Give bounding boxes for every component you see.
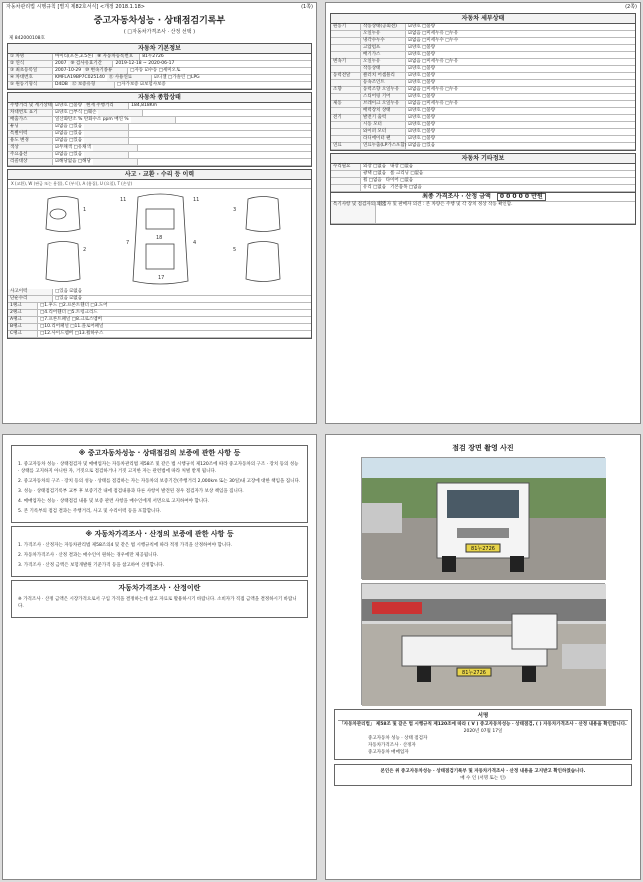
document-title: 중고자동차성능 · 상태점검기록부 <box>93 16 226 26</box>
basic-info-heading: 자동차 기본정보 <box>8 44 311 54</box>
basic-cell: 2007-10-29 <box>55 68 82 73</box>
basic-cell: ⑨ 검사유효기간 <box>68 61 113 67</box>
accident-grade-value: □10.리어패널 □11.플로어패널 <box>40 324 104 329</box>
etc-item: 내장 □없음 <box>390 164 414 169</box>
overall-cell <box>129 152 133 158</box>
svg-text:7: 7 <box>126 240 130 246</box>
overall-cell: ☑없음 □있음 <box>55 138 83 143</box>
warranty-item: 3. 성능 · 상태점검기록부 교부 후 보증기간 내에 점검내용과 다른 사항이 발견된 경우 점검자가 보상 책임을 집니다. <box>18 489 244 494</box>
overall-cell: 특별이력 <box>8 131 53 137</box>
detail-row <box>331 122 635 129</box>
buyer-confirm-text: 본인은 위 중고자동차성능 · 상태점검기록부 및 자동차가격조사 · 산정 내용을 고지받고 확인하였습니다. <box>380 769 586 774</box>
overall-row <box>8 138 311 145</box>
overall-cell <box>93 159 138 165</box>
document-subtitle: ( □자동차가격조사 · 산정 선택 ) <box>123 29 196 35</box>
overall-row <box>8 145 311 152</box>
basic-cell: ⑪ 사용연료 <box>107 75 152 81</box>
detail-category: 제동 <box>331 101 361 107</box>
detail-row <box>331 94 635 101</box>
detail-item: 라디에이터 팬 <box>361 136 406 142</box>
etc-row <box>331 178 635 185</box>
accident-grade-label: B랭크 <box>8 324 38 330</box>
photo-heading: 점검 장면 촬영 사진 <box>452 444 514 452</box>
basic-cell: ☑디젤 □가솔린 □LPG <box>153 75 200 80</box>
detail-status-section <box>330 13 636 151</box>
overall-row <box>8 124 311 131</box>
detail-row <box>331 129 635 136</box>
page-number: (2쪽) <box>625 4 637 10</box>
warranty-box <box>11 445 308 523</box>
overall-row <box>8 110 311 117</box>
detail-category <box>331 129 361 135</box>
accident-summary-row <box>8 296 311 303</box>
detail-category: 연료 <box>331 143 361 149</box>
basic-cell: 마이티(포톤,3.5톤) <box>55 54 94 59</box>
detail-category: 변속기 <box>331 59 361 65</box>
vehicle-diagram <box>8 189 313 289</box>
basic-row <box>8 82 311 89</box>
basic-cell: ② 연식 <box>8 61 53 67</box>
overall-cell <box>138 159 142 165</box>
detail-item: 시동 모터 <box>361 122 406 128</box>
accident-summary-label: 단순수리 <box>8 296 53 302</box>
detail-status: ☑없음 □미세누수 □누수 <box>408 38 459 43</box>
detail-item: 와이퍼 모터 <box>361 129 406 135</box>
overall-cell: ☑없음 □있음 <box>55 124 83 129</box>
page-3 <box>2 434 317 880</box>
accident-summary-label: 사고이력 <box>8 289 53 295</box>
accident-grade-row <box>8 324 311 331</box>
detail-status: ☑없음 □미세누유 □누유 <box>408 31 459 36</box>
detail-row <box>331 66 635 73</box>
detail-item: 연료누출(LP가스포함) <box>363 143 407 148</box>
detail-category <box>331 66 361 72</box>
etc-category <box>331 178 361 184</box>
svg-text:11: 11 <box>193 197 200 203</box>
basic-cell: □자동 ☑수동 □세미오토 <box>130 68 181 73</box>
detail-category: 전기 <box>331 115 361 121</box>
opinion-label: 특기사항 및 점검자의 의견 <box>331 202 376 223</box>
accident-grade-label: C랭크 <box>8 331 38 337</box>
accident-grade-label: 1랭크 <box>8 303 38 309</box>
page-2 <box>325 2 641 424</box>
opinion-text: 점검자 및 판매자 의견 : 본 차량은 주행 및 각 장치 정상 작동 확인함. <box>378 202 513 207</box>
overall-cell: 184,818Km <box>131 103 158 108</box>
detail-item: 냉각수누수 <box>361 38 406 44</box>
detail-row <box>331 24 635 31</box>
svg-text:1: 1 <box>83 207 87 213</box>
overall-cell: 주행거리 및 계기상태 <box>10 103 52 108</box>
overall-cell: ☑양호 □불량 <box>55 103 83 108</box>
accident-grade-value: □1.후드 □2.프론트휀더 □3.도어 <box>40 303 108 308</box>
etc-category <box>331 171 361 177</box>
price-warranty-box <box>11 526 308 577</box>
price-warranty-item: 3. 가격조사 · 산정 금액은 보험개발원 기준가격 등을 참고하여 산정합니다. <box>18 563 165 568</box>
overall-cell <box>129 131 133 137</box>
overall-cell: 일산화탄소 % 탄화수소 ppm 매연 % <box>55 117 129 122</box>
detail-status: ☑없음 □있음 <box>408 143 436 148</box>
accident-grade-row <box>8 331 311 338</box>
basic-row <box>8 61 311 68</box>
overall-cell: 현재 주행거리 <box>84 103 129 109</box>
document-number: 제 842000108호 <box>9 36 45 41</box>
basic-cell: ④ 차대번호 <box>8 75 53 81</box>
detail-row <box>331 45 635 52</box>
signature-date: 2020년 07월 17일 <box>463 729 503 734</box>
overall-cell: 용도 변경 <box>8 138 53 144</box>
detail-row <box>331 115 635 122</box>
accident-grade-row <box>8 310 311 317</box>
detail-row <box>331 80 635 87</box>
svg-text:5: 5 <box>233 247 237 253</box>
overall-cell <box>176 117 180 123</box>
price-definition-text: ※ 가격조사 · 산정 금액은 시장가격으로서 구입 가격을 결정하는데 참고 자료로 활용하시기 바랍니다. 소비자가 직접 금액을 결정하시기 바랍니다. <box>18 597 297 609</box>
detail-row <box>331 73 635 80</box>
basic-cell: D4DB <box>55 82 68 87</box>
buyer-confirm-section <box>334 764 632 786</box>
overall-status-heading: 자동차 종합상태 <box>8 93 311 103</box>
basic-cell: ⑩ 변속기종류 <box>83 68 128 74</box>
basic-cell: 2019-12-18 ~ 2020-06-17 <box>115 61 175 66</box>
detail-status: ☑없음 □미세누유 □누유 <box>408 87 459 92</box>
detail-item: 배력장치 상태 <box>361 108 406 114</box>
warranty-item: 5. 본 기록부의 점검 결과는 주행거리, 사고 및 수리이력 등을 포함합니다. <box>18 509 162 514</box>
page-number: (1쪽) <box>301 4 313 10</box>
price-warranty-item: 1. 가격조사 · 산정자는 자동차관리법 제58조의4 및 같은 법 시행규칙에 따라 적정 가격을 산정하여야 합니다. <box>18 543 232 548</box>
overall-cell: 차대번호 표기 <box>8 110 53 116</box>
detail-row <box>331 143 635 150</box>
basic-row <box>8 68 311 75</box>
overall-cell <box>138 145 142 151</box>
price-warranty-item: 2. 자동차가격조사 · 산정 결과는 매수인이 원하는 경우에만 제공됩니다. <box>18 553 159 558</box>
detail-category: 동력전달 <box>331 73 361 79</box>
accident-grade-row <box>8 303 311 310</box>
etc-row <box>331 185 635 192</box>
etc-item: 휠 □없음 <box>363 178 382 183</box>
basic-cell: ⑫ 보증유형 <box>70 82 115 88</box>
etc-item: 외장 □없음 <box>363 164 387 169</box>
etc-item: 룸 크리닝 □없음 <box>390 171 424 176</box>
detail-row <box>331 38 635 45</box>
svg-text:17: 17 <box>158 275 165 281</box>
detail-status: ☑양호 □불량 <box>408 66 436 71</box>
signer-role: 자동차가격조사 · 산정자 <box>368 743 416 748</box>
detail-category <box>331 122 361 128</box>
svg-text:18: 18 <box>156 235 163 241</box>
detail-item: 발전기 출력 <box>361 115 406 121</box>
detail-row <box>331 136 635 143</box>
overall-cell <box>131 117 176 123</box>
detail-status-heading: 자동차 세부상태 <box>331 14 635 24</box>
overall-cell <box>84 152 129 158</box>
svg-text:4: 4 <box>193 240 197 246</box>
overall-cell: 리콜대상 <box>8 159 53 165</box>
overall-cell <box>129 124 133 130</box>
detail-item: 스티어링 기어 <box>361 94 406 100</box>
detail-row <box>331 31 635 38</box>
accident-grade-row <box>8 317 311 324</box>
accident-grade-value: □12.사이드멤버 □13.휠하우스 <box>40 331 104 336</box>
signer-role: 중고자동차 매매업자 <box>368 750 409 755</box>
detail-category <box>331 80 361 86</box>
detail-item: 클러치 어셈블리 <box>361 73 406 79</box>
overall-row <box>8 131 311 138</box>
detail-item: 오일누유 <box>361 31 406 37</box>
accident-grade-label: A랭크 <box>8 317 38 323</box>
basic-row <box>8 75 311 82</box>
signature-heading: 서명 <box>338 713 628 721</box>
overall-cell: ☑무채색 □유채색 <box>55 145 91 150</box>
signer-role: 중고자동차 성능 · 상태 점검자 <box>368 736 428 741</box>
detail-status: ☑없음 □미세누유 □누유 <box>408 59 459 64</box>
etc-row <box>331 164 635 171</box>
detail-status: ☑양호 □불량 <box>408 94 436 99</box>
etc-info-heading: 자동차 기타정보 <box>331 154 635 164</box>
overall-cell: ☑양호 □부식 □훼손 <box>55 110 97 115</box>
basic-cell: 2007 <box>55 61 67 66</box>
accident-history-section <box>7 169 312 339</box>
detail-status: ☑양호 □불량 <box>408 115 436 120</box>
warranty-heading: ※ 중고자동차성능 · 상태점검의 보증에 관한 사항 등 <box>78 449 241 457</box>
truck-front-photo <box>361 457 605 579</box>
signature-section <box>334 709 632 760</box>
basic-cell: ⑧ 자동차등록번호 <box>95 54 140 60</box>
accident-grade-label: 2랭크 <box>8 310 38 316</box>
page-4 <box>325 434 641 880</box>
etc-item: 타이어 □없음 <box>385 178 414 183</box>
etc-category: 수리필요 <box>331 164 361 170</box>
detail-status: ☑양호 □불량 <box>408 80 436 85</box>
detail-status: ☑양호 □불량 <box>408 129 436 134</box>
basic-cell: ① 차명 <box>8 54 53 60</box>
detail-row <box>331 101 635 108</box>
detail-item: 고압펌프 <box>361 45 406 51</box>
basic-cell: □자가보증 ☑보험사보증 <box>116 82 166 87</box>
overall-row <box>8 103 311 110</box>
detail-status: ☑양호 □불량 <box>408 73 436 78</box>
basic-cell: ⑤ 원동기형식 <box>8 82 53 88</box>
svg-text:11: 11 <box>120 197 127 203</box>
detail-row <box>331 59 635 66</box>
detail-item: 작동상태 <box>361 66 406 72</box>
page-header-left: 자동차관리법 시행규칙 [별지 제82호서식] <개정 2018.1.18> <box>6 4 145 10</box>
etc-item: 유리 □없음 <box>363 185 387 190</box>
detail-row <box>331 52 635 59</box>
warranty-item: 1. 중고자동차 성능 · 상태점검자 및 매매업자는 자동차관리법 제58조 및 같은 법 시행규칙 제120조에 따라 중고자동차의 구조 · 장치 등의 성능 · 상태를 고지하지 아니한 자, 거짓으로 점검하거나 거짓 고지한 자는 관련법에 따라 처벌 받게 됩니다. <box>18 462 299 474</box>
detail-status: ☑양호 □불량 <box>408 122 436 127</box>
detail-category <box>331 108 361 114</box>
detail-category <box>331 38 361 44</box>
overall-row <box>8 117 311 124</box>
basic-info-section <box>7 43 312 90</box>
detail-item: 브레이크 오일누유 <box>361 101 406 107</box>
accident-summary-value: □있음 ☑없음 <box>55 289 83 294</box>
svg-text:3: 3 <box>233 207 237 213</box>
detail-category <box>331 94 361 100</box>
svg-text:2: 2 <box>83 247 87 253</box>
etc-item: 광택 □없음 <box>363 171 387 176</box>
overall-cell <box>93 145 138 151</box>
overall-cell <box>98 110 143 116</box>
accident-grade-value: □7.프론트패널 □8.크로스멤버 <box>40 317 102 322</box>
page-1 <box>2 2 317 424</box>
buyer-signature: 매 수 인 (서명 또는 인) <box>460 776 506 781</box>
overall-cell <box>129 138 133 144</box>
etc-row <box>331 171 635 178</box>
price-definition-heading: 자동차가격조사 · 산정이란 <box>118 584 201 592</box>
warranty-item: 4. 매매업자는 성능 · 상태점검 내용 및 보증 관련 사항을 매수인에게 서면으로 고지하여야 합니다. <box>18 499 209 504</box>
detail-category <box>331 45 361 51</box>
detail-item: 배기가스 <box>361 52 406 58</box>
signature-statement: 「자동차관리법」 제58조 및 같은 법 시행규칙 제120조에 따라 ( V ) 중고자동차성능 · 상태점검, ( ) 자동차가격조사 · 산정 내용을 확인합니다. <box>339 722 627 727</box>
basic-cell: KMFLA19BP7C025140 <box>55 75 105 80</box>
basic-row <box>8 54 311 61</box>
price-value: 0 0 0 0 0 만원 <box>497 193 546 201</box>
detail-status: ☑양호 □불량 <box>408 45 436 50</box>
detail-row <box>331 87 635 94</box>
detail-status: ☑양호 □불량 <box>408 24 436 29</box>
detail-status: ☑양호 □불량 <box>408 52 436 57</box>
overall-cell: ☑없음 □있음 <box>55 131 83 136</box>
overall-row <box>8 159 311 166</box>
overall-cell: 색상 <box>8 145 53 151</box>
detail-item: 동력조향 오일누유 <box>361 87 406 93</box>
basic-cell: 81누2726 <box>142 54 164 59</box>
detail-category <box>331 31 361 37</box>
etc-category <box>331 185 361 191</box>
overall-cell <box>143 110 147 116</box>
detail-status: ☑양호 □불량 <box>408 136 436 141</box>
price-definition-box <box>11 580 308 618</box>
price-warranty-heading: ※ 자동차가격조사 · 산정의 보증에 관한 사항 등 <box>85 530 234 538</box>
plate-text: 81누2726 <box>471 546 495 552</box>
detail-category: 원동기 <box>331 24 361 30</box>
detail-category <box>331 136 361 142</box>
truck-rear-photo <box>361 583 605 705</box>
overall-cell: ☑해당없음 □해당 <box>55 159 91 164</box>
overall-cell <box>84 124 129 130</box>
overall-row <box>8 152 311 159</box>
detail-item: 오일누유 <box>361 59 406 65</box>
overall-cell: ☑없음 □있음 <box>55 152 83 157</box>
detail-status: ☑없음 □미세누유 □누유 <box>408 101 459 106</box>
etc-item: 기본품목 □없음 <box>390 185 422 190</box>
accident-history-heading: 사고 · 교환 · 수리 등 이력 <box>8 170 311 180</box>
detail-category <box>331 52 361 58</box>
damage-legend: X (교환), W (판금 또는 용접), C (부식), A (흠집), U (요철), T (손상) <box>8 180 311 189</box>
overall-cell <box>84 131 129 137</box>
accident-summary-value: □있음 ☑없음 <box>55 296 83 301</box>
detail-category: 조향 <box>331 87 361 93</box>
overall-status-section <box>7 92 312 167</box>
accident-summary-row <box>8 289 311 296</box>
detail-item: 등속조인트 <box>361 80 406 86</box>
etc-info-section <box>330 153 636 225</box>
price-label: 최종 가격조사 · 산정 금액 <box>422 193 491 200</box>
overall-cell <box>84 138 129 144</box>
overall-cell: 주요옵션 <box>8 152 53 158</box>
accident-grade-value: □4.리어휀더 □5.트렁크리드 <box>40 310 98 315</box>
plate-text-rear: 81누2726 <box>462 670 486 676</box>
warranty-item: 2. 중고자동차의 구조 · 장치 등의 성능 · 상태를 점검하는 자는 자동차의 보증기간(주행거리 2,000km 또는 30일)내 고장에 대한 책임을 집니다. <box>18 479 301 484</box>
overall-cell: 튜닝 <box>8 124 53 130</box>
basic-cell: ③ 최초등록일 <box>8 68 53 74</box>
detail-row <box>331 108 635 115</box>
overall-cell: 배출가스 <box>8 117 53 123</box>
detail-status: ☑양호 □불량 <box>408 108 436 113</box>
detail-item: 작동상태(공회전) <box>361 24 406 30</box>
